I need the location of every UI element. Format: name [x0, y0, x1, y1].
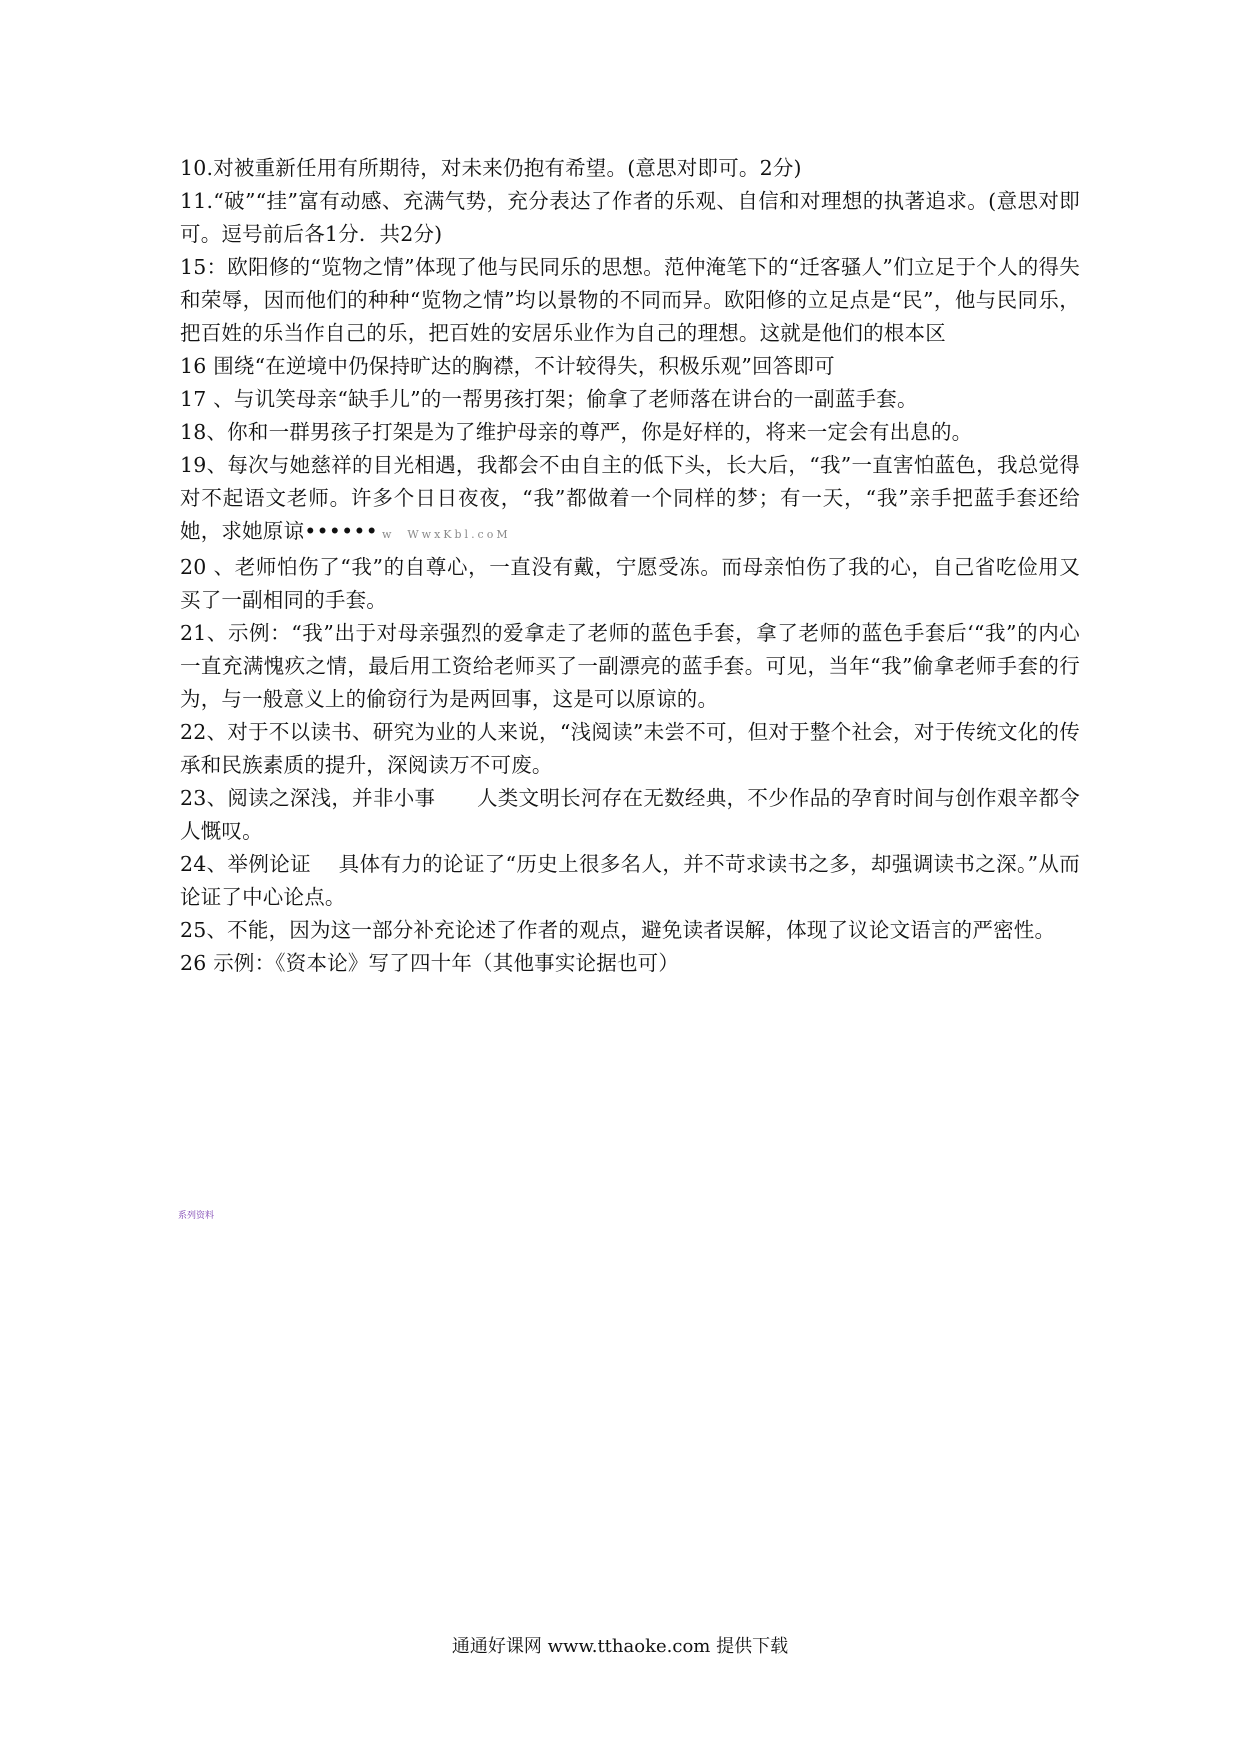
answer-15: 15：欧阳修的“览物之情”体现了他与民同乐的思想。范仲淹笔下的“迁客骚人”们立足于个人的得失和荣辱，因而他们的种种“览物之情”均以景物的不同而异。欧阳修的立足点是“民”，他与民同乐，把百姓的乐当作自己的乐，把百姓的安居乐业作为自己的理想。这就是他们的根本区 [180, 255, 1080, 345]
answer-20: 20 、老师怕伤了“我”的自尊心，一直没有戴，宁愿受冻。而母亲怕伤了我的心，自己省吃俭用又买了一副相同的手套。 [180, 555, 1080, 612]
answer-19 [180, 449, 1080, 551]
answer-19-text: 19、每次与她慈祥的目光相遇，我都会不由自主的低下头，长大后，“我”一直害怕蓝色，我总觉得对不起语文老师。许多个日日夜夜，“我”都做着一个同样的梦；有一天，“我”亲手把蓝手套还给她，求她原谅•••••• [180, 453, 1080, 543]
answer-23: 23、阅读之深浅，并非小事 人类文明长河存在无数经典，不少作品的孕育时间与创作艰辛都令人慨叹。 [180, 786, 1080, 843]
answer-18: 18、你和一群男孩子打架是为了维护母亲的尊严，你是好样的，将来一定会有出息的。 [180, 420, 973, 444]
answer-21: 21、示例：“我”出于对母亲强烈的爱拿走了老师的蓝色手套，拿了老师的蓝色手套后‘“我”的内心一直充满愧疚之情，最后用工资给老师买了一副漂亮的蓝手套。可见，当年“我”偷拿老师手套的行为，与一般意义上的偷窃行为是两回事，这是可以原谅的。 [180, 621, 1080, 711]
answer-22: 22、对于不以读书、研究为业的人来说，“浅阅读”未尝不可，但对于整个社会，对于传统文化的传承和民族素质的提升，深阅读万不可废。 [180, 720, 1080, 777]
watermark-text: w WwxKbl.coM [381, 528, 511, 541]
answer-26: 26 示例：《资本论》写了四十年（其他事实论据也可） [180, 951, 680, 975]
answer-24: 24、举例论证 具体有力的论证了“历史上很多名人，并不苛求读书之多，却强调读书之深。”从而论证了中心论点。 [180, 852, 1080, 909]
answer-11: 11.“破”“挂”富有动感、充满气势，充分表达了作者的乐观、自信和对理想的执著追求。(意思对即可。逗号前后各1分．共2分) [180, 189, 1080, 246]
series-tag: 系列资料 [178, 1211, 215, 1221]
page-footer: 通通好课网 www.tthaoke.com 提供下载 [451, 1636, 789, 1657]
answer-25: 25、不能，因为这一部分补充论述了作者的观点，避免读者误解，体现了议论文语言的严密性。 [180, 918, 1056, 942]
answer-17: 17 、与讥笑母亲“缺手儿”的一帮男孩打架；偷拿了老师落在讲台的一副蓝手套。 [180, 387, 918, 411]
answer-16: 16 围绕“在逆境中仍保持旷达的胸襟，不计较得失，积极乐观”回答即可 [180, 354, 835, 378]
answer-10: 10.对被重新任用有所期待，对未来仍抱有希望。(意思对即可。2分) [180, 156, 802, 180]
answer-list [180, 152, 1080, 980]
